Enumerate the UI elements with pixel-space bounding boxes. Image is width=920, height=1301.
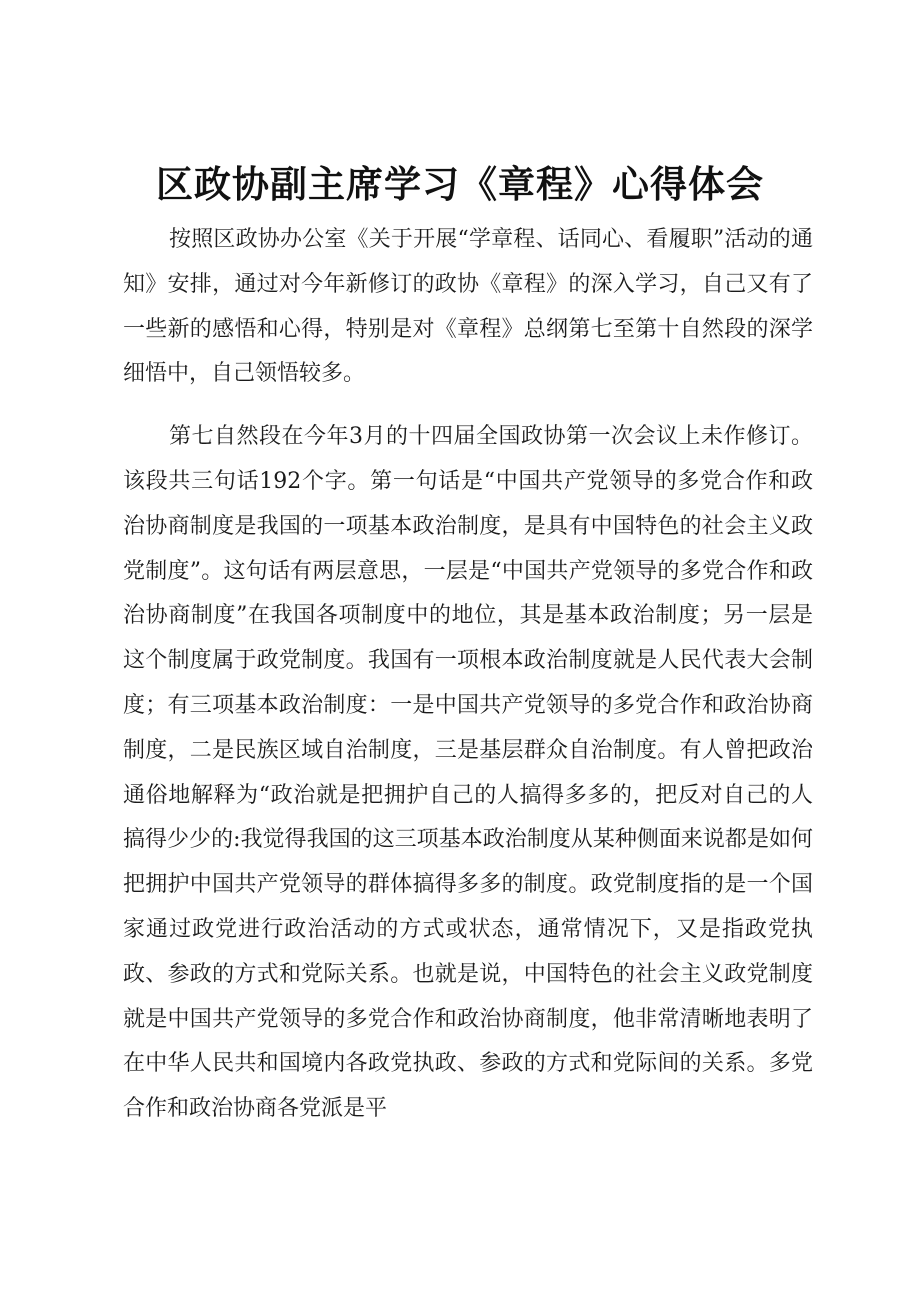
paragraph-intro: 按照区政协办公室《关于开展“学章程、话同心、看履职”活动的通知》安排，通过对今年新修订的政协《章程》的深入学习，自己又有了一些新的感悟和心得，特别是对《章程》总纲第七至第十自然段的深学细悟中，自己领悟较多。	[123, 227, 813, 387]
paragraph-section-seven: 第七自然段在今年3月的十四届全国政协第一次会议上未作修订。该段共三句话192个字。第一句话是“中国共产党领导的多党合作和政治协商制度是我国的一项基本政治制度，是具有中国特色的社会主义政党制度”。这句话有两层意思，一层是“中国共产党领导的多党合作和政治协商制度”在我国各项制度中的地位，其是基本政治制度；另一层是这个制度属于政党制度。我国有一项根本政治制度就是人民代表大会制度；有三项基本政治制度：一是中国共产党领导的多党合作和政治协商制度，二是民族区域自治制度，三是基层群众自治制度。有人曾把政治通俗地解释为“政治就是把拥护自己的人搞得多多的，把反对自己的人搞得少少的:我觉得我国的这三项基本政治制度从某种侧面来说都是如何把拥护中国共产党领导的群体搞得多多的制度。政党制度指的是一个国家通过政党进行政治活动的方式或状态，通常情况下，又是指政党执政、参政的方式和党际关系。也就是说，中国特色的社会主义政党制度就是中国共产党领导的多党合作和政治协商制度，他非常清晰地表明了在中华人民共和国境内各政党执政、参政的方式和党际间的关系。多党合作和政治协商各党派是平	[123, 424, 813, 1122]
document-title: 区政协副主席学习《章程》心得体会	[156, 163, 764, 206]
document-body	[123, 218, 813, 1132]
